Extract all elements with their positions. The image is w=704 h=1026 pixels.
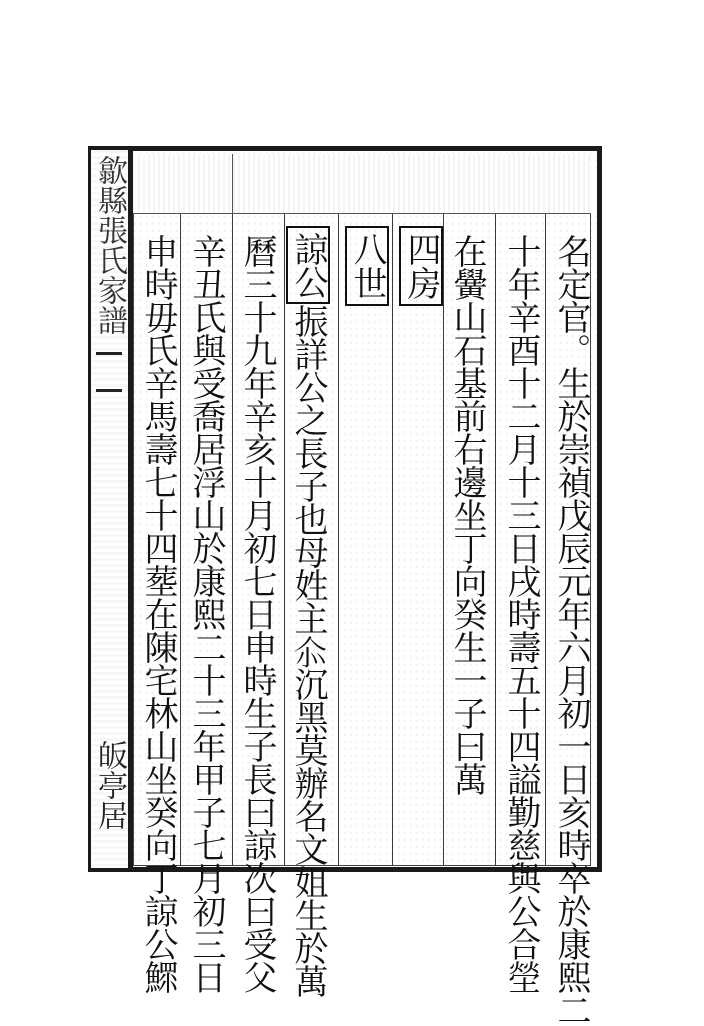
branch-label: 四房 xyxy=(399,226,443,306)
column-6-body: 振詳公之長子也母姓主𠇍沉黑莫辦名文姐生於萬 xyxy=(288,304,328,997)
text-column-3: 在黌山石基前右邊坐丁向癸生一子曰萬 xyxy=(447,234,487,795)
text-column-9: 申時毋氏辛馬壽七十四塟在陳宅林山坐癸向丁諒公鰥 xyxy=(138,234,178,993)
generation-label: 八世 xyxy=(345,226,389,306)
text-column-6 xyxy=(288,226,330,997)
fish-tail-marker xyxy=(96,352,122,392)
text-column-1: 名定官。生於崇禎戊辰元年六月初一日亥時卒於康熙二 xyxy=(551,234,591,1026)
spine-title: 歙縣張氏家譜 xyxy=(92,155,127,335)
column-rule xyxy=(443,214,444,866)
header-divider xyxy=(232,154,233,214)
spine-footer: 皈亭居 xyxy=(92,740,127,830)
text-column-7: 曆三十九年辛亥十月初七日申時生子長曰諒次曰受父 xyxy=(237,234,277,993)
column-rule xyxy=(338,214,339,866)
text-column-8: 辛丑氏與受喬居浮山於康熙二十三年甲子七月初三日 xyxy=(186,234,226,993)
column-rule xyxy=(180,214,181,866)
branch-heading xyxy=(395,226,443,306)
column-rule xyxy=(284,214,285,866)
column-rule xyxy=(545,214,546,866)
text-column-2: 十年辛酉十二月十三日戌時壽五十四謚勤慈與公合塋 xyxy=(501,234,541,993)
column-rule xyxy=(495,214,496,866)
column-rule xyxy=(232,214,233,866)
column-rule xyxy=(392,214,393,866)
generation-heading xyxy=(341,226,389,306)
header-band xyxy=(133,154,591,214)
person-name: 諒公 xyxy=(286,226,330,304)
